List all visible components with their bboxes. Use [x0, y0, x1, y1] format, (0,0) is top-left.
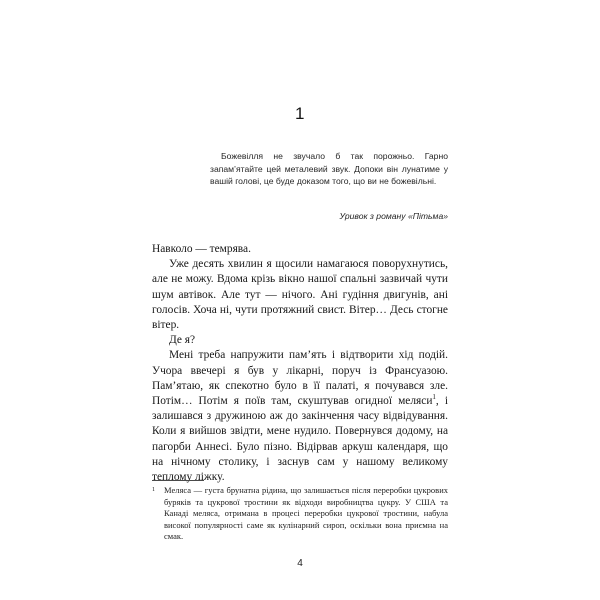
footnote-separator — [152, 480, 204, 481]
paragraph — [152, 348, 448, 485]
epigraph-block — [210, 150, 448, 188]
paragraph-tail: , і залишався з дружиною аж до закінчення часу відвідування. Коли я вийшов звідти, мене нудило. Повернувся додому, на пагорби Аннесі. Було пізно. Відірвав аркуш календаря, що на нічному столику, і заснув сам у нашому великому теплому ліжку. — [152, 395, 448, 484]
paragraph: Уже десять хвилин я щосили намагаюся поворухнутись, але не можу. Вдома крізь вікно нашої спальні зазвичай чути шум автівок. Але тут — нічого. Ані гудіння двигунів, ані голосів. Хоча ні, чути протяжний свист. Вітер… Десь стогне вітер. — [152, 258, 448, 332]
body-text — [152, 242, 448, 485]
paragraph: Де я? — [169, 334, 196, 347]
footnote-reference[interactable]: 1 — [432, 393, 436, 402]
footnote-body — [152, 485, 448, 543]
chapter-number: 1 — [295, 104, 305, 123]
page-number: 4 — [297, 558, 303, 569]
epigraph-source: Уривок з роману «Пітьма» — [339, 211, 448, 221]
footnote-block — [152, 480, 448, 543]
footnote-text: Меляса — густа брунатна рідина, що залишається після переробки цукрових буряків та цукрової тростини як відходи виробництва цукру. У США та Канаді меляса, отримана в процесі переробки цукрової тростини, набула високої популярності саме як кулінарний сироп, оскільки вона приємна на смак. — [164, 485, 448, 542]
paragraph: Навколо — темрява. — [152, 243, 251, 255]
paragraph-lead: Мені треба напружити пам’ять і відтворити хід подій. Учора ввечері я був у лікарні, поруч із Франсуазою. Пам’ятаю, як спекотно було в її палаті, я почувався зле. Потім… Потім я поїв там, скуштував огидної меляси — [152, 349, 448, 408]
footnote-marker: 1 — [152, 486, 156, 493]
epigraph-text: Божевілля не звучало б так порожньо. Гарно запам’ятайте цей металевий звук. Допоки він лунатиме у вашій голові, це буде доказом того, що ви не божевільні. — [210, 151, 448, 187]
